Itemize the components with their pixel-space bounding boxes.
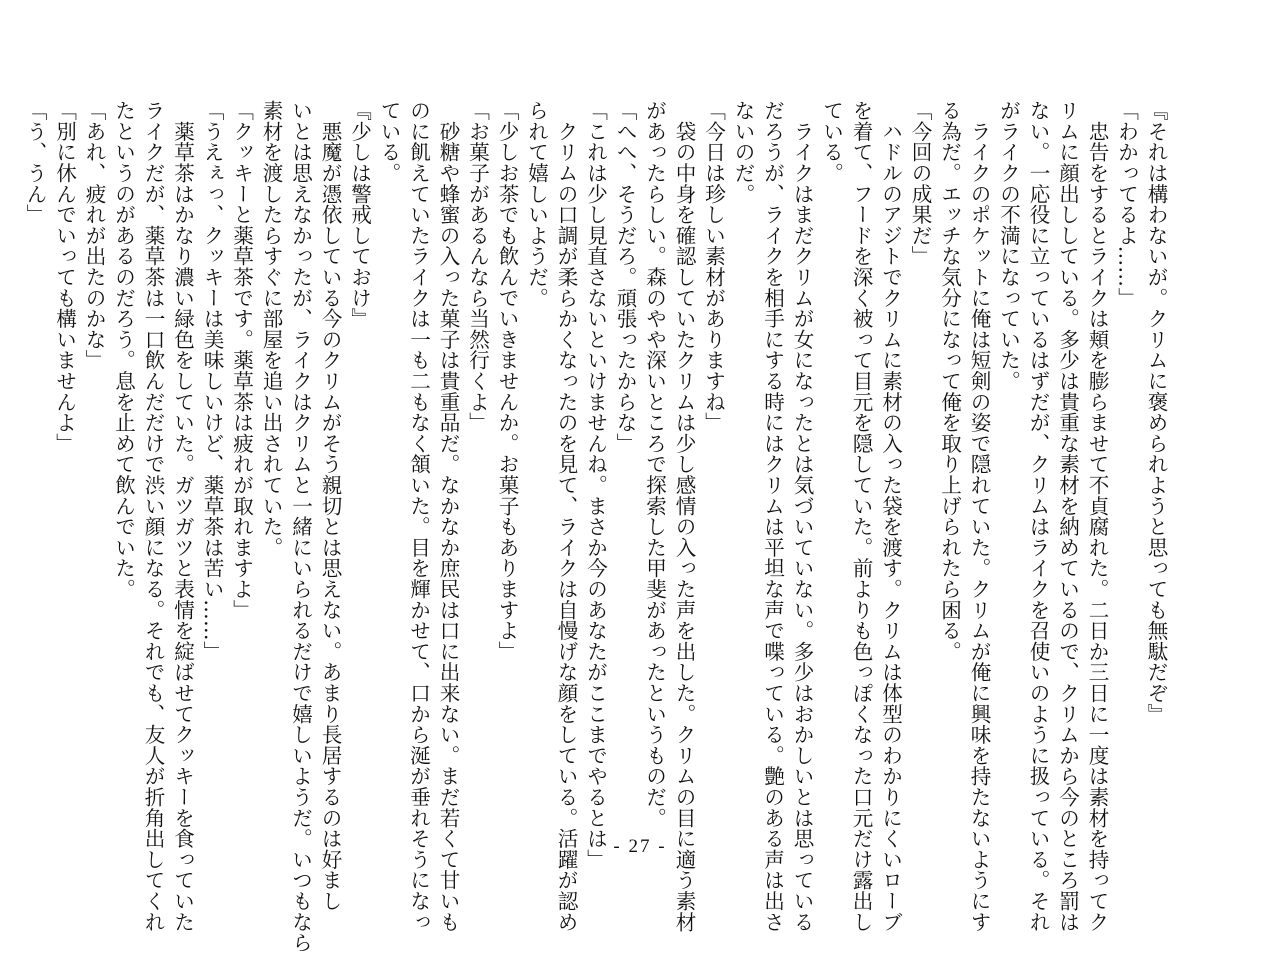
text-line: がライクの不満になっていた。: [996, 100, 1021, 392]
text-line: 「別に休んでいっても構いませんよ」: [52, 100, 77, 454]
text-line: があったらしい。森のやや深いところで探索した甲斐があったというものだ。: [642, 100, 667, 828]
text-line: 袋の中身を確認していたクリムは少し感情の入った声を出した。クリムの目に適う素材: [672, 100, 696, 932]
text-line: ないのだ。: [731, 100, 755, 204]
text-line: 「今回の成果だ」: [908, 100, 932, 267]
text-line: ライクのポケットに俺は短剣の姿で隠れていた。クリムが俺に興味を持たないようにす: [967, 100, 991, 932]
text-line: 「わかってるよ……」: [1114, 100, 1139, 308]
page-number: - 27 -: [613, 836, 667, 857]
text-line: 「今日は珍しい素材がありますね」: [701, 100, 726, 433]
text-line: られて嬉しいようだ。: [524, 100, 549, 308]
text-line: のに飢えていたライクは一も二もなく頷いた。目を輝かせて、口から涎が垂れそうになっ: [406, 100, 431, 932]
text-line: クリムの口調が柔らかくなったのを見て、ライクは自慢げな顔をしている。活躍が認め: [554, 100, 578, 932]
text-line: 『少しは警戒しておけ』: [347, 100, 372, 329]
text-line: る為だ。エッチな気分になって俺を取り上げられたら困る。: [937, 100, 962, 662]
text-line: ライクだが、薬草茶は一口飲んだだけで渋い顔になる。それでも、友人が折角出してくれ: [141, 100, 165, 932]
text-line: ハドルのアジトでクリムに素材の入った袋を渡す。クリムは体型のわかりにくいローブ: [878, 100, 903, 932]
text-line: リムに顔出ししている。多少は貴重な素材を納めているので、クリムから今のところ罰は: [1055, 100, 1080, 932]
text-line: たというのがあるのだろう。息を止めて飲んでいた。: [111, 100, 136, 600]
text-line: 「これは少し見直さないといけませんね。まさか今のあなたがここまでやるとは」: [583, 100, 608, 870]
text-line: 忠告をするとライクは頬を膨らませて不貞腐れた。二日か三日に一度は素材を持ってク: [1085, 100, 1109, 932]
text-line: 「へへ、そうだろ。頑張ったからな」: [613, 100, 637, 454]
text-line: 素材を渡したらすぐに部屋を追い出されていた。: [259, 100, 283, 558]
text-line: 砂糖や蜂蜜の入った菓子は貴重品だ。なかなか庶民は口に出来ない。まだ若くて甘いも: [436, 100, 460, 932]
text-line: を着て、フードを深く被って目元を隠していた。前よりも色っぽくなった口元だけ露出し: [849, 100, 873, 932]
text-line: ている。: [819, 100, 844, 184]
text-line: 「少しお茶でも飲んでいきませんか。お菓子もありますよ」: [495, 100, 519, 662]
text-line: 薬草茶はかなり濃い緑色をしていた。ガツガツと表情を綻ばせてクッキーを食っていた: [170, 100, 195, 932]
text-line: ライクはまだクリムが女になったとは気づいていない。多少はおかしいとは思っている: [790, 100, 814, 932]
text-line: 「うえぇっ、クッキーは美味しいけど、薬草茶は苦い……」: [200, 100, 224, 662]
text-line: ない。一応役に立っているはずだが、クリムはライクを召使いのように扱っている。それ: [1026, 100, 1050, 932]
text-line: 『それは構わないが。クリムに褒められようと思っても無駄だぞ』: [1144, 100, 1168, 724]
text-line: 「う、うん」: [23, 100, 47, 225]
text-line: ている。: [377, 100, 401, 184]
text-line: 「あれ、疲れが出たのかな」: [82, 100, 106, 371]
text-line: 悪魔が憑依している今のクリムがそう親切とは思えない。あまり長居するのは好まし: [318, 100, 342, 912]
text-line: 「クッキーと薬草茶です。薬草茶は疲れが取れますよ」: [229, 100, 254, 620]
text-line: いとは思えなかったが、ライクはクリムと一緒にいられるだけで嬉しいようだ。いつもなら: [288, 100, 313, 953]
text-line: だろうが、ライクを相手にする時にはクリムは平坦な声で喋っている。艶のある声は出さ: [760, 100, 785, 932]
text-line: 「お菓子があるんなら当然行くよ」: [465, 100, 490, 433]
